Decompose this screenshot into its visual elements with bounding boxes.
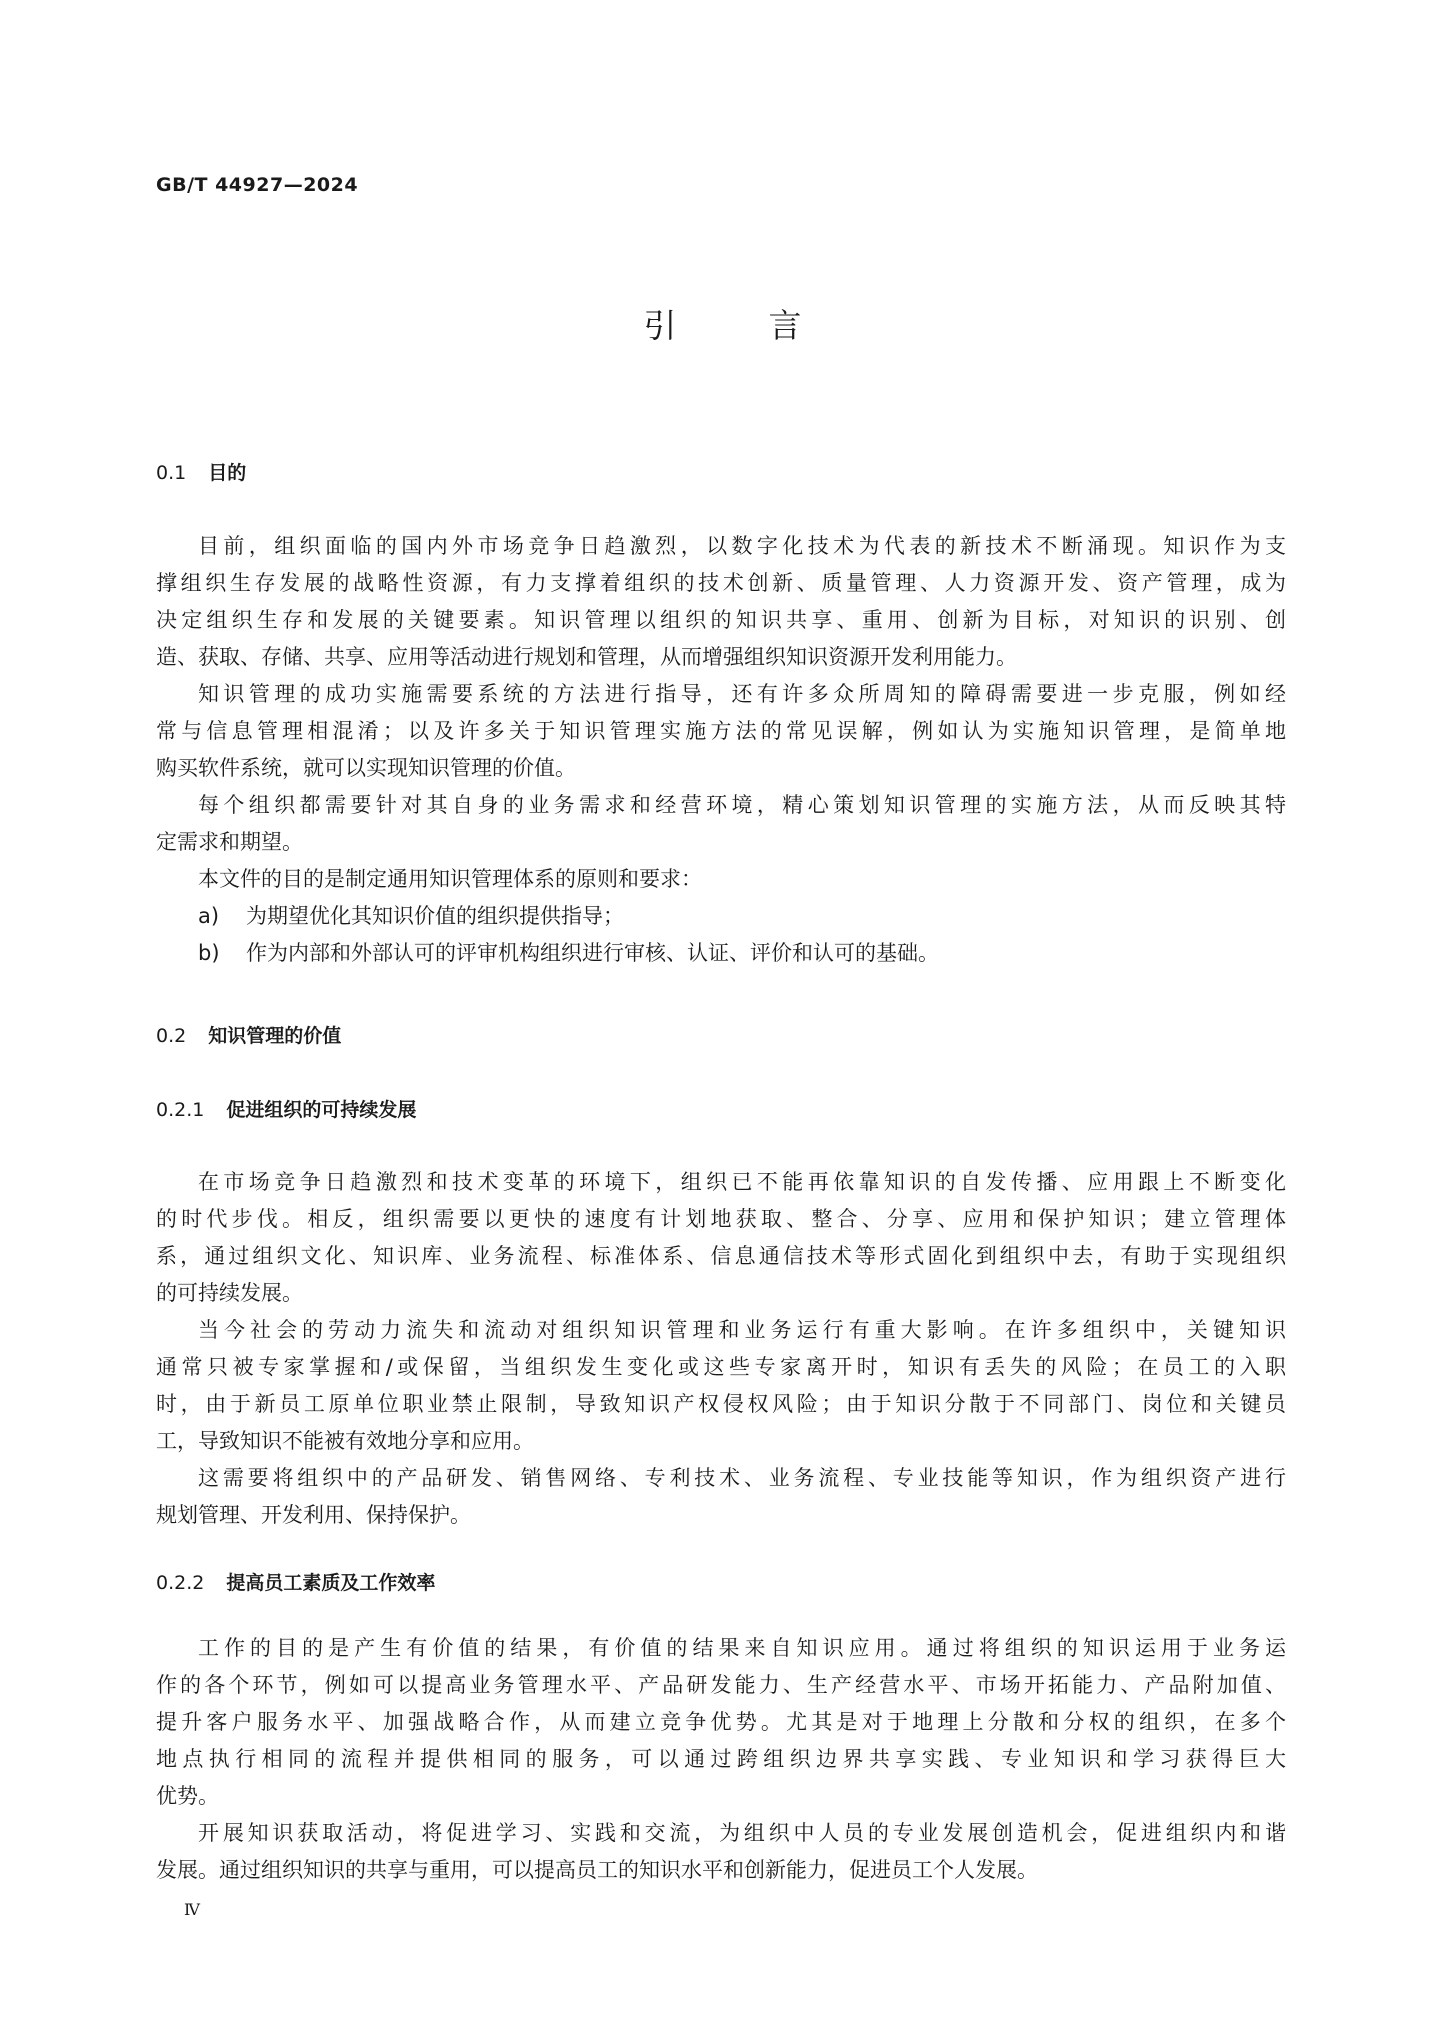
- text-line: 在市场竞争日趋激烈和技术变革的环境下，组织已不能再依靠知识的自发传播、应用跟上不断变化: [198, 1170, 1286, 1194]
- list-text: 作为内部和外部认可的评审机构组织进行审核、认证、评价和认可的基础。: [246, 941, 939, 965]
- text-line: 决定组织生存和发展的关键要素。知识管理以组织的知识共享、重用、创新为目标，对知识的识别、创: [156, 608, 1286, 632]
- section-heading-0-2-1: [156, 1095, 416, 1122]
- text-line: 的可持续发展。: [156, 1281, 303, 1305]
- text-line: 优势。: [156, 1784, 219, 1808]
- list-text: 为期望优化其知识价值的组织提供指导；: [246, 904, 624, 928]
- page-title: 引言: [643, 306, 894, 345]
- text-line: 这需要将组织中的产品研发、销售网络、专利技术、业务流程、专业技能等知识，作为组织资产进行: [198, 1466, 1286, 1490]
- paragraph-0-2-2-2: [156, 1815, 1286, 1889]
- text-line: 撑组织生存发展的战略性资源，有力支撑着组织的技术创新、质量管理、人力资源开发、资产管理，成为: [156, 571, 1286, 595]
- text-line: 目前，组织面临的国内外市场竞争日趋激烈，以数字化技术为代表的新技术不断涌现。知识作为支: [198, 534, 1286, 558]
- list-marker: b): [198, 941, 220, 965]
- text-line: 常与信息管理相混淆；以及许多关于知识管理实施方法的常见误解，例如认为实施知识管理，是简单地: [156, 719, 1286, 743]
- section-heading-0-2: [156, 1021, 341, 1048]
- document-code: GB/T 44927—2024: [156, 174, 359, 196]
- paragraph-0-1-2: [156, 676, 1286, 787]
- text-line: 提升客户服务水平、加强战略合作，从而建立竞争优势。尤其是对于地理上分散和分权的组织，在多个: [156, 1710, 1286, 1734]
- text-line: 当今社会的劳动力流失和流动对组织知识管理和业务运行有重大影响。在许多组织中，关键知识: [198, 1318, 1286, 1342]
- section-title: 知识管理的价值: [208, 1025, 342, 1047]
- text-line: 作的各个环节，例如可以提高业务管理水平、产品研发能力、生产经营水平、市场开拓能力、产品附加值、: [156, 1673, 1286, 1697]
- text-line: 本文件的目的是制定通用知识管理体系的原则和要求：: [198, 867, 702, 891]
- text-line: 开展知识获取活动，将促进学习、实践和交流，为组织中人员的专业发展创造机会，促进组织内和谐: [198, 1821, 1286, 1845]
- list-item-a: [198, 898, 624, 935]
- section-heading-0-2-2: [156, 1568, 435, 1595]
- section-title: 目的: [208, 462, 247, 484]
- paragraph-0-1-3: [156, 787, 1286, 861]
- section-number: 0.2.2: [156, 1572, 205, 1594]
- text-line: 定需求和期望。: [156, 830, 303, 854]
- paragraph-0-2-1-2: [156, 1312, 1286, 1460]
- text-line: 知识管理的成功实施需要系统的方法进行指导，还有许多众所周知的障碍需要进一步克服，例如经: [198, 682, 1286, 706]
- section-title: 提高员工素质及工作效率: [226, 1572, 436, 1594]
- paragraph-0-2-1-3: [156, 1460, 1286, 1534]
- text-line: 购买软件系统，就可以实现知识管理的价值。: [156, 756, 576, 780]
- list-item-b: [198, 935, 939, 972]
- text-line: 发展。通过组织知识的共享与重用，可以提高员工的知识水平和创新能力，促进员工个人发展。: [156, 1858, 1038, 1882]
- section-title: 促进组织的可持续发展: [226, 1099, 417, 1121]
- paragraph-0-1-4: [156, 861, 1286, 898]
- section-heading-0-1: [156, 458, 246, 485]
- text-line: 造、获取、存储、共享、应用等活动进行规划和管理，从而增强组织知识资源开发利用能力。: [156, 645, 1017, 669]
- text-line: 工作的目的是产生有价值的结果，有价值的结果来自知识应用。通过将组织的知识运用于业务运: [198, 1636, 1286, 1660]
- page-number: Ⅳ: [184, 1900, 200, 1919]
- list-marker: a): [198, 904, 220, 928]
- text-line: 每个组织都需要针对其自身的业务需求和经营环境，精心策划知识管理的实施方法，从而反映其特: [198, 793, 1286, 817]
- text-line: 工，导致知识不能被有效地分享和应用。: [156, 1429, 534, 1453]
- text-line: 规划管理、开发利用、保持保护。: [156, 1503, 471, 1527]
- text-line: 时，由于新员工原单位职业禁止限制，导致知识产权侵权风险；由于知识分散于不同部门、岗位和关键员: [156, 1392, 1286, 1416]
- paragraph-0-1-1: [156, 528, 1286, 676]
- section-number: 0.1: [156, 462, 187, 484]
- paragraph-0-2-2-1: [156, 1630, 1286, 1815]
- text-line: 的时代步伐。相反，组织需要以更快的速度有计划地获取、整合、分享、应用和保护知识；建立管理体: [156, 1207, 1286, 1231]
- text-line: 系，通过组织文化、知识库、业务流程、标准体系、信息通信技术等形式固化到组织中去，有助于实现组织: [156, 1244, 1286, 1268]
- section-number: 0.2.1: [156, 1099, 205, 1121]
- paragraph-0-2-1-1: [156, 1164, 1286, 1312]
- section-number: 0.2: [156, 1025, 187, 1047]
- text-line: 通常只被专家掌握和/或保留，当组织发生变化或这些专家离开时，知识有丢失的风险；在员工的入职: [156, 1355, 1286, 1379]
- text-line: 地点执行相同的流程并提供相同的服务，可以通过跨组织边界共享实践、专业知识和学习获得巨大: [156, 1747, 1286, 1771]
